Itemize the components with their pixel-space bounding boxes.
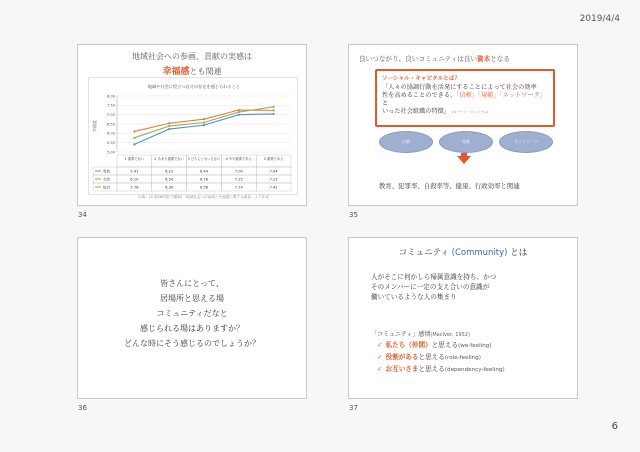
check-icon: ✓ <box>377 341 383 349</box>
legend-label: 男性 <box>103 169 111 174</box>
data-label: 7.04 <box>269 169 278 174</box>
slide-title <box>359 53 510 63</box>
chart-title: 地域や社会に役立つ自分の存在を感じられること <box>147 84 241 89</box>
slide-title: 地域社会への参画、貢献の実感は <box>132 52 252 61</box>
definition-line <box>382 92 548 108</box>
data-point <box>273 113 275 115</box>
question-line: どんな時にそう感じるのでしょうか？ <box>124 339 260 348</box>
data-label: 7.23 <box>269 177 278 182</box>
definition-text <box>382 84 548 116</box>
definition-part: いった社会組織の特徴」 <box>382 108 451 115</box>
slide-35 <box>348 44 578 206</box>
community-definition <box>371 272 561 302</box>
definition-part: と <box>382 100 389 107</box>
data-label: 6.10 <box>130 177 139 182</box>
y-tick-label: 6.50 <box>106 122 115 127</box>
item-english: (role-feeling) <box>444 355 481 361</box>
question-line: 感じられる場はありますか？ <box>140 324 244 333</box>
item-emphasis: 私たち（仲間） <box>385 341 432 349</box>
definition-line: そのメンバーに一定の支え合いの意識が <box>371 283 490 291</box>
item-rest: と思える <box>431 341 459 349</box>
series-line <box>134 110 273 131</box>
title-post: とは <box>510 248 528 258</box>
item-emphasis: 役割がある <box>385 353 419 361</box>
page-number: 6 <box>611 421 618 432</box>
data-point <box>238 111 240 113</box>
data-point <box>168 128 170 130</box>
page-date: 2019/4/4 <box>579 14 620 24</box>
slide-37 <box>348 237 578 399</box>
question-line: 居場所と思える場 <box>160 294 224 303</box>
slide-subtitle <box>78 64 306 77</box>
data-label: 6.58 <box>199 185 209 190</box>
feeling-citation: (MacIver, 1952) <box>430 332 470 338</box>
x-tick-label: 1 重要でない <box>124 157 145 161</box>
data-label: 5.41 <box>130 169 139 174</box>
y-tick-label: 5.00 <box>106 150 115 155</box>
check-icon: ✓ <box>377 365 383 373</box>
data-point <box>133 143 135 145</box>
data-label: 7.14 <box>234 185 243 190</box>
x-tick-label: 2 あまり重要でない <box>154 157 184 161</box>
feeling-heading-text: 「コミュニティ」感情 <box>371 331 431 338</box>
x-tick-label: 5 重要である <box>263 157 284 161</box>
data-point <box>203 118 205 120</box>
x-tick-label: 4 やや重要である <box>225 157 252 161</box>
data-label: 6.54 <box>165 177 174 182</box>
x-tick-label: 3 どちらともいえない <box>187 157 221 161</box>
outcome-text: 教育、犯罪率、自殺率等、健康、行政効率と関連 <box>379 182 520 190</box>
slide-number-36: 36 <box>78 404 87 412</box>
data-label: 6.23 <box>165 169 174 174</box>
y-tick-label: 7.50 <box>106 103 115 108</box>
y-tick-label: 8.00 <box>106 94 115 99</box>
definition-heading: ソーシャル・キャピタルとは？ <box>382 76 461 82</box>
legend-label: 総計 <box>103 185 111 190</box>
oval-network: ネットワーク <box>499 131 553 153</box>
item-rest: と思える <box>418 353 445 361</box>
data-point <box>238 109 240 111</box>
question-line: 皆さんにとって、 <box>160 279 224 288</box>
definition-emphasis: 「信頼」「規範」「ネットワーク」 <box>456 92 546 99</box>
y-tick-label: 6.00 <box>106 131 115 136</box>
title-english: (Community) <box>451 248 508 258</box>
slide-number-37: 37 <box>349 404 358 412</box>
legend-label: 女性 <box>103 177 111 182</box>
y-axis-label: 幸福度 <box>92 120 97 132</box>
slide-title <box>349 246 577 258</box>
definition-line: 人がそこに何かしら帰属意識を持ち、かつ <box>371 273 497 281</box>
title-pre: 良いつながり、良いコミュニティは良い <box>359 55 478 63</box>
data-point <box>133 137 135 139</box>
data-label: 6.44 <box>199 169 209 174</box>
data-point <box>203 121 205 123</box>
oval-norms: 規範 <box>439 131 493 153</box>
data-point <box>273 106 275 108</box>
concept-ovals <box>379 131 554 153</box>
highlight-word: 幸福感 <box>162 67 190 77</box>
source-note: 出典：(平成28年版 内閣府)「地域社会への参画と幸福感に関する調査」より作成 <box>138 195 269 199</box>
slide-34 <box>77 44 307 206</box>
highlight-suffix: とも関連 <box>189 67 222 76</box>
check-icon: ✓ <box>377 353 383 361</box>
data-label: 6.39 <box>165 185 174 190</box>
slide-number-35: 35 <box>349 211 358 219</box>
definition-line: 「人々の協調行動を活発にすることによって社会の効率 <box>382 84 537 91</box>
question-text <box>78 276 306 351</box>
list-item <box>377 352 505 364</box>
item-emphasis: お互いさま <box>385 365 419 373</box>
list-item <box>377 340 505 352</box>
title-pre: コミュニティ <box>398 248 449 258</box>
data-point <box>238 114 240 116</box>
down-arrow-icon <box>457 156 471 164</box>
definition-box <box>375 69 555 127</box>
data-label: 7.00 <box>234 169 243 174</box>
data-point <box>168 122 170 124</box>
data-label: 7.42 <box>269 185 278 190</box>
item-rest: と思える <box>418 365 445 373</box>
definition-part: 性を高めることのできる、 <box>382 92 457 99</box>
definition-line: 働いているような人の集まり <box>371 293 457 301</box>
chart-svg <box>89 78 299 196</box>
data-label: 5.76 <box>130 185 139 190</box>
oval-trust: 信頼 <box>379 131 433 153</box>
feeling-list <box>377 340 505 376</box>
data-point <box>273 109 275 111</box>
line-chart <box>88 77 298 195</box>
feeling-heading <box>371 329 470 338</box>
question-line: コミュニティだなと <box>156 309 228 318</box>
title-post: となる <box>490 55 510 63</box>
y-tick-label: 5.50 <box>106 140 115 145</box>
slide-number-34: 34 <box>78 211 87 219</box>
data-point <box>133 130 135 132</box>
data-label: 7.25 <box>234 177 243 182</box>
definition-line <box>382 108 548 116</box>
data-point <box>168 125 170 127</box>
title-emphasis: 資本 <box>477 55 491 63</box>
slide-36 <box>77 237 307 399</box>
y-tick-label: 7.00 <box>106 112 115 117</box>
data-point <box>203 124 205 126</box>
data-label: 6.76 <box>199 177 209 182</box>
definition-citation: (ロバート・パットナム) <box>452 110 489 114</box>
list-item <box>377 364 505 376</box>
item-english: (we-feeling) <box>458 343 492 349</box>
item-english: (dependency-feeling) <box>444 367 505 373</box>
